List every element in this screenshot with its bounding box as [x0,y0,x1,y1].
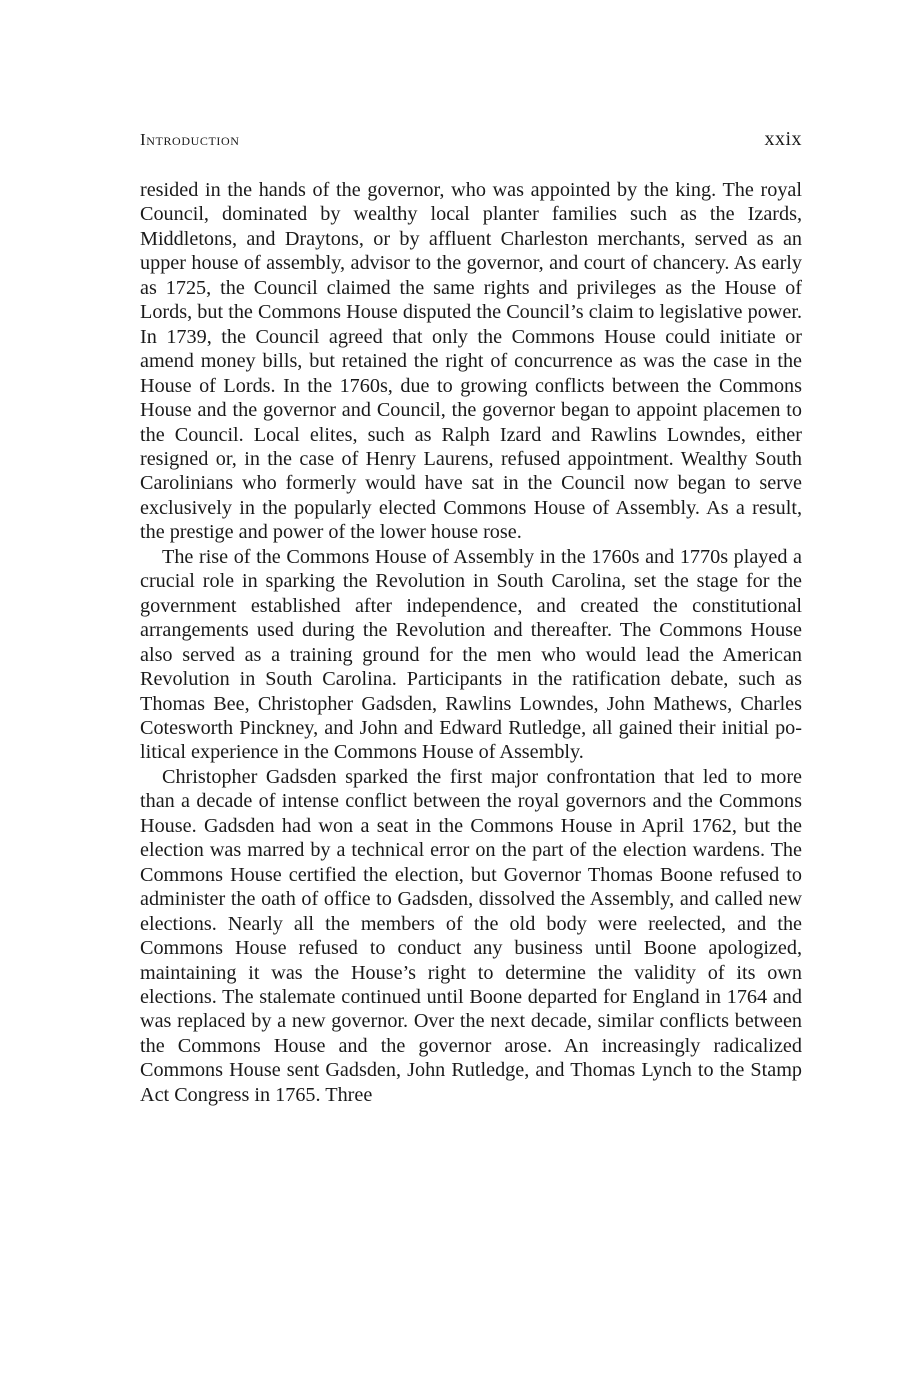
paragraph-rise-of-commons-house: The rise of the Commons House of Assembly in the 1760s and 1770s played a crucial role in sparking the Revolution in South Carolina, set the stage for the government established after independence, and created the constitutional arrangements used during the Revolution and thereafter. The Commons House also served as a training ground for the men who would lead the American Revolution in South Carolina. Participants in the ratification debate, such as Thomas Bee, Christopher Gadsden, Rawlins Lowndes, John Mathews, Charles Cotesworth Pinckney, and John and Edward Rutledge, all gained their initial political experience in the Commons House of Assembly. [140,545,802,764]
running-title: Introduction [140,130,240,149]
book-page [140,128,802,1107]
paragraph-governor-council: resided in the hands of the governor, who was appointed by the king. The royal Council, dominated by wealthy local planter families such as the Izards, Middletons, and Draytons, or by affluent Charleston merchants, served as an upper house of assembly, advisor to the governor, and court of chancery. As early as 1725, the Council claimed the same rights and privileges as the House of Lords, but the Commons House disputed the Council’s claim to legislative power. In 1739, the Council agreed that only the Commons House could initiate or amend money bills, but retained the right of concurrence as was the case in the House of Lords. In the 1760s, due to growing conflicts between the Commons House and the governor and Council, the governor began to appoint placemen to the Council. Local elites, such as Ralph Izard and Rawlins Lowndes, either resigned or, in the case of Henry Laurens, refused appointment. Wealthy South Carolinians who formerly would have sat in the Council now began to serve exclusively in the popularly elected Commons House of Assembly. As a result, the prestige and power of the lower house rose. [140,179,802,544]
paragraph-gadsden-confrontation: Christopher Gadsden sparked the first major confrontation that led to more than a decade of intense conflict between the royal governors and the Commons House. Gadsden had won a seat in the Commons House in April 1762, but the election was marred by a technical error on the part of the election wardens. The Commons House certified the election, but Governor Thomas Boone refused to administer the oath of office to Gadsden, dissolved the Assembly, and called new elections. Nearly all the members of the old body were reelected, and the Commons House refused to conduct any business until Boone apologized, maintaining it was the House’s right to determine the validity of its own elections. The stalemate continued until Boone departed for England in 1764 and was replaced by a new governor. Over the next decade, similar conflicts between the Commons House and the governor arose. An increasingly radicalized Commons House sent Gadsden, John Rutledge, and Thomas Lynch to the Stamp Act Congress in 1765. Three [140,765,802,1106]
running-head [140,128,802,158]
body-text [140,178,802,1107]
page-number: xxix [764,128,802,150]
